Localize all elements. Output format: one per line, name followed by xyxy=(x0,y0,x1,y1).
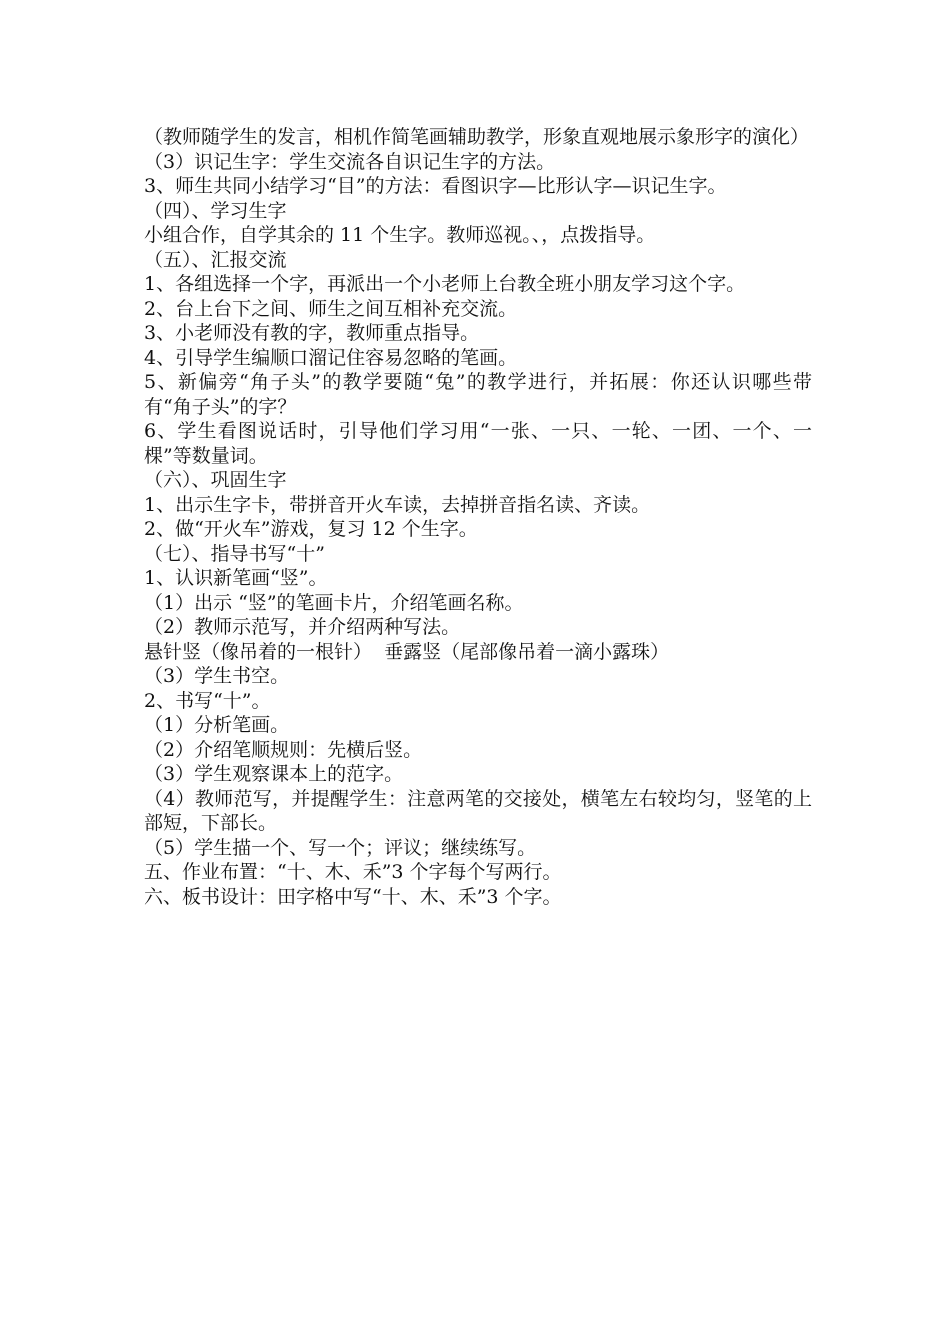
sub-item-7-2-5: （5）学生描一个、写一个；评议；继续练写。 xyxy=(144,836,537,859)
sub-item-7-2-1: （1）分析笔画。 xyxy=(144,714,290,736)
paragraph-step-3-memorize: （3）识记生字：学生交流各自识记生字的方法。 xyxy=(144,150,556,173)
sub-item-7-2-3: （3）学生观察课本上的范字。 xyxy=(144,763,404,785)
document-body xyxy=(144,125,812,909)
homework-line: 五、作业布置：“十、木、禾”3 个字每个写两行。 xyxy=(144,861,562,883)
list-item-5-6: 6、学生看图说话时，引导他们学习用“一张、一只、一轮、一团、一个、一棵”等数量词。 xyxy=(144,420,812,467)
list-item-6-2: 2、做“开火车”游戏，复习 12 个生字。 xyxy=(144,518,478,540)
stroke-types-line: 悬针竖（像吊着的一根针） 垂露竖（尾部像吊着一滴小露珠） xyxy=(144,640,670,663)
list-item-5-4: 4、引导学生编顺口溜记住容易忽略的笔画。 xyxy=(144,346,518,369)
list-item-7-1: 1、认识新笔画“竖”。 xyxy=(144,567,328,589)
list-item-5-2: 2、台上台下之间、师生之间互相补充交流。 xyxy=(144,297,518,320)
list-item-6-1: 1、出示生字卡，带拼音开火车读，去掉拼音指名读、齐读。 xyxy=(144,493,651,516)
paragraph-summary-mu: 3、师生共同小结学习“目”的方法：看图识字—比形认字—识记生字。 xyxy=(144,175,727,197)
board-design-line: 六、板书设计：田字格中写“十、木、禾”3 个字。 xyxy=(144,885,562,908)
sub-item-7-2-4: （4）教师范写，并提醒学生：注意两笔的交接处，横笔左右较均匀，竖笔的上部短，下部长。 xyxy=(144,787,812,834)
section-heading-7: （七）、指导书写“十” xyxy=(144,542,325,565)
sub-item-7-2-2: （2）介绍笔顺规则：先横后竖。 xyxy=(144,738,423,761)
list-item-7-2: 2、书写“十”。 xyxy=(144,689,271,712)
list-item-5-3: 3、小老师没有教的字，教师重点指导。 xyxy=(144,322,480,344)
sub-item-7-1-2: （2）教师示范写，并介绍两种写法。 xyxy=(144,616,461,638)
sub-item-7-1-3: （3）学生书空。 xyxy=(144,665,290,687)
paragraph-group-study: 小组合作，自学其余的 11 个生字。教师巡视。、，点拨指导。 xyxy=(144,224,656,246)
section-heading-6: （六）、巩固生字 xyxy=(144,469,287,491)
sub-item-7-1-1: （1）出示 “竖”的笔画卡片，介绍笔画名称。 xyxy=(144,591,524,614)
paragraph-intro-note: （教师随学生的发言，相机作简笔画辅助教学，形象直观地展示象形字的演化） xyxy=(144,126,810,148)
section-heading-4: （四）、学习生字 xyxy=(144,199,287,222)
list-item-5-1: 1、各组选择一个字，再派出一个小老师上台教全班小朋友学习这个字。 xyxy=(144,273,746,295)
list-item-5-5: 5、新偏旁“角子头”的教学要随“兔”的教学进行，并拓展：你还认识哪些带有“角子头”的字？ xyxy=(144,371,812,418)
section-heading-5: （五）、汇报交流 xyxy=(144,248,287,271)
